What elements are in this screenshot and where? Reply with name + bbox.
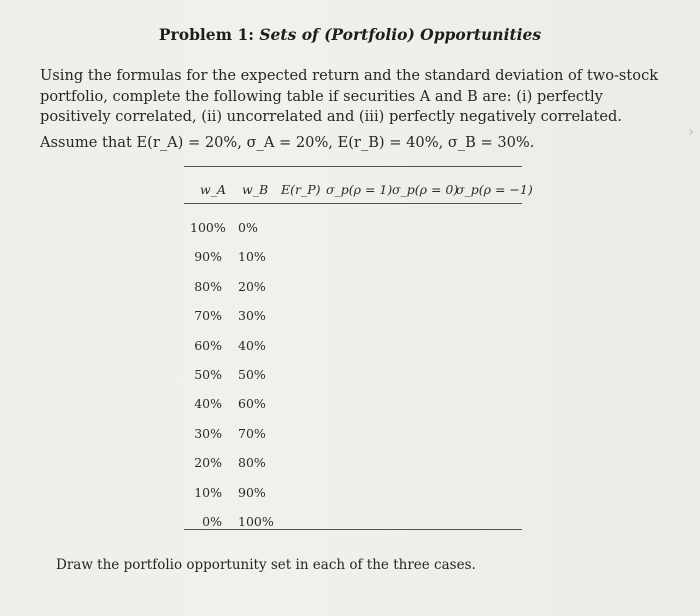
header-sigma-rhom1: σ_p(ρ = −1): [456, 182, 533, 197]
table-cell-wb: 100%: [238, 514, 274, 529]
header-wb: w_B: [242, 182, 269, 197]
chevron-right-icon: ›: [688, 124, 694, 140]
table-cell-wa: 70%: [194, 308, 222, 323]
problem-title-prefix: Problem 1:: [158, 25, 260, 44]
header-wa: w_A: [200, 182, 226, 197]
problem-intro: Using the formulas for the expected return and the standard deviation of two-stock portfolio, complete the following table if securities A and B are: (i) perfectly positively correlated, (ii) uncorrelated and (iii) perfectly negatively correlated.: [40, 67, 659, 125]
table-cell-wa: 0%: [202, 514, 222, 529]
table-cell-wa: 10%: [194, 485, 222, 500]
table-cell-wb: 20%: [238, 279, 266, 294]
table-header-rule: [184, 203, 522, 204]
table-cell-wa: 30%: [194, 426, 222, 441]
header-sigma-rho1: σ_p(ρ = 1): [326, 182, 393, 197]
table-cell-wb: 40%: [238, 338, 266, 353]
table-cell-wb: 30%: [238, 308, 266, 323]
table-cell-wb: 10%: [238, 249, 266, 264]
table-bottom-rule: [184, 529, 522, 530]
table-cell-wb: 0%: [238, 220, 258, 235]
table-cell-wb: 90%: [238, 485, 266, 500]
problem-footer: Draw the portfolio opportunity set in each of the three cases.: [56, 557, 476, 573]
table-cell-wb: 80%: [238, 455, 266, 470]
table-cell-wb: 70%: [238, 426, 266, 441]
table-cell-wa: 60%: [194, 338, 222, 353]
header-erp: E(r_P): [281, 182, 321, 197]
table-cell-wa: 80%: [194, 279, 222, 294]
table-cell-wa: 90%: [194, 249, 222, 264]
table-cell-wb: 60%: [238, 396, 266, 411]
table-cell-wa: 100%: [190, 220, 226, 235]
table-cell-wa: 20%: [194, 455, 222, 470]
header-sigma-rho0: σ_p(ρ = 0): [392, 182, 459, 197]
table-cell-wa: 50%: [194, 367, 222, 382]
problem-assumptions: Assume that E(r_A) = 20%, σ_A = 20%, E(r_B) = 40%, σ_B = 30%.: [40, 134, 535, 151]
table-cell-wa: 40%: [194, 396, 222, 411]
problem-title-italic: Sets of (Portfolio) Opportunities: [259, 25, 542, 44]
problem-title: [0, 25, 700, 44]
table-cell-wb: 50%: [238, 367, 266, 382]
table-top-rule: [184, 166, 522, 167]
